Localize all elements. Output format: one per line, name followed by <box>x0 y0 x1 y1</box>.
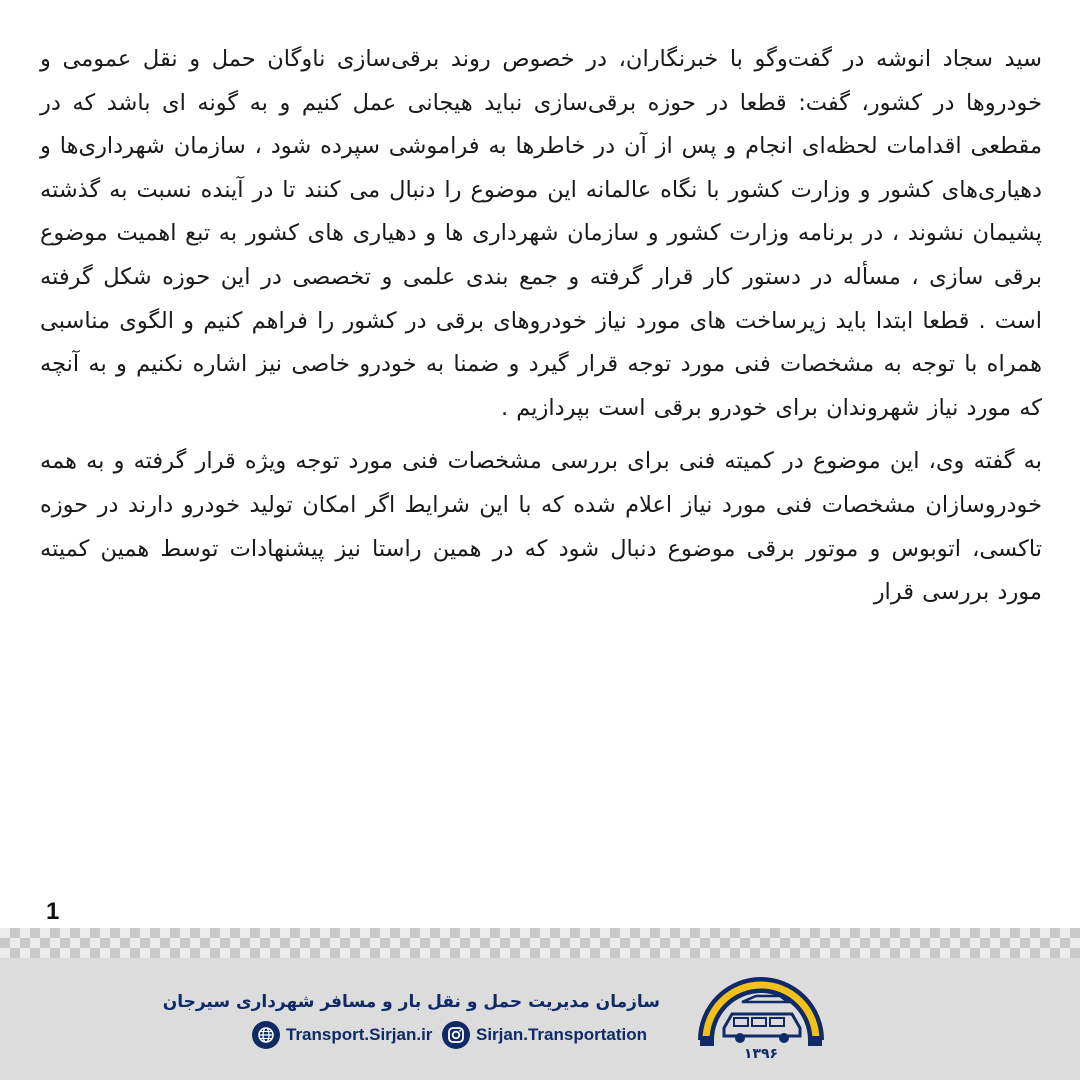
website-url: Transport.Sirjan.ir <box>286 1025 433 1044</box>
article-paragraph: سید سجاد انوشه در گفت‌وگو با خبرنگاران، در خصوص روند برقی‌سازی ناوگان حمل و نقل عمومی و خودروها در کشور، گفت: قطعا در حوزه برقی‌سازی نباید هیجانی عمل کنیم و به گونه ای باشد که در مقطعی اقدامات لحظه‌ای انجام و پس از آن در خاطرها به فراموشی سپرده شود ، سازمان شهرداری‌ها و دهیاری‌های کشور و وزارت کشور با نگاه عالمانه این موضوع را دنبال می کنند تا در آینده نسبت به گذشته پشیمان نشوند ، در برنامه وزارت کشور و سازمان شهرداری ها و دهیاری های کشور به تبع اهمیت موضوع برقی سازی ، مسأله در دستور کار قرار گرفته و جمع بندی علمی و تخصصی در این حوزه شکل گرفته است . قطعا ابتدا باید زیرساخت های مورد نیاز خودروهای برقی در کشور را فراهم کنیم و الگوی مناسبی همراه با توجه به مشخصات فنی مورد توجه قرار گیرد و ضمنا به خودرو خاصی نیز اشاره نکنیم و به آنچه که مورد نیاز شهروندان برای خودرو برقی است بپردازیم . <box>40 46 1042 421</box>
organization-logo <box>696 956 826 1068</box>
footer <box>0 928 1080 1080</box>
logo-year: ۱۳۹۶ <box>743 1046 779 1062</box>
instagram-link[interactable] <box>442 1020 647 1050</box>
instagram-icon <box>442 1021 470 1049</box>
globe-icon <box>252 1021 280 1049</box>
page-number: 1 <box>46 898 60 925</box>
article-paragraph: به گفته وی، این موضوع در کمیته فنی برای بررسی مشخصات فنی مورد توجه ویژه قرار گرفته و به همه خودروسازان مشخصات فنی مورد نیاز اعلام شده که با این شرایط اگر امکان تولید خودرو دارند در حوزه تاکسی، اتوبوس و موتور برقی موضوع دنبال شود که در همین راستا نیز پیشنهادات توسط همین کمیته مورد بررسی قرار <box>40 448 1042 606</box>
website-link[interactable] <box>252 1020 432 1050</box>
instagram-handle: Sirjan.Transportation <box>476 1025 647 1044</box>
article-body <box>40 38 1042 625</box>
organization-name: سازمان مدیریت حمل و نقل بار و مسافر شهرداری سیرجان <box>162 992 660 1012</box>
checkered-border <box>0 928 1080 958</box>
